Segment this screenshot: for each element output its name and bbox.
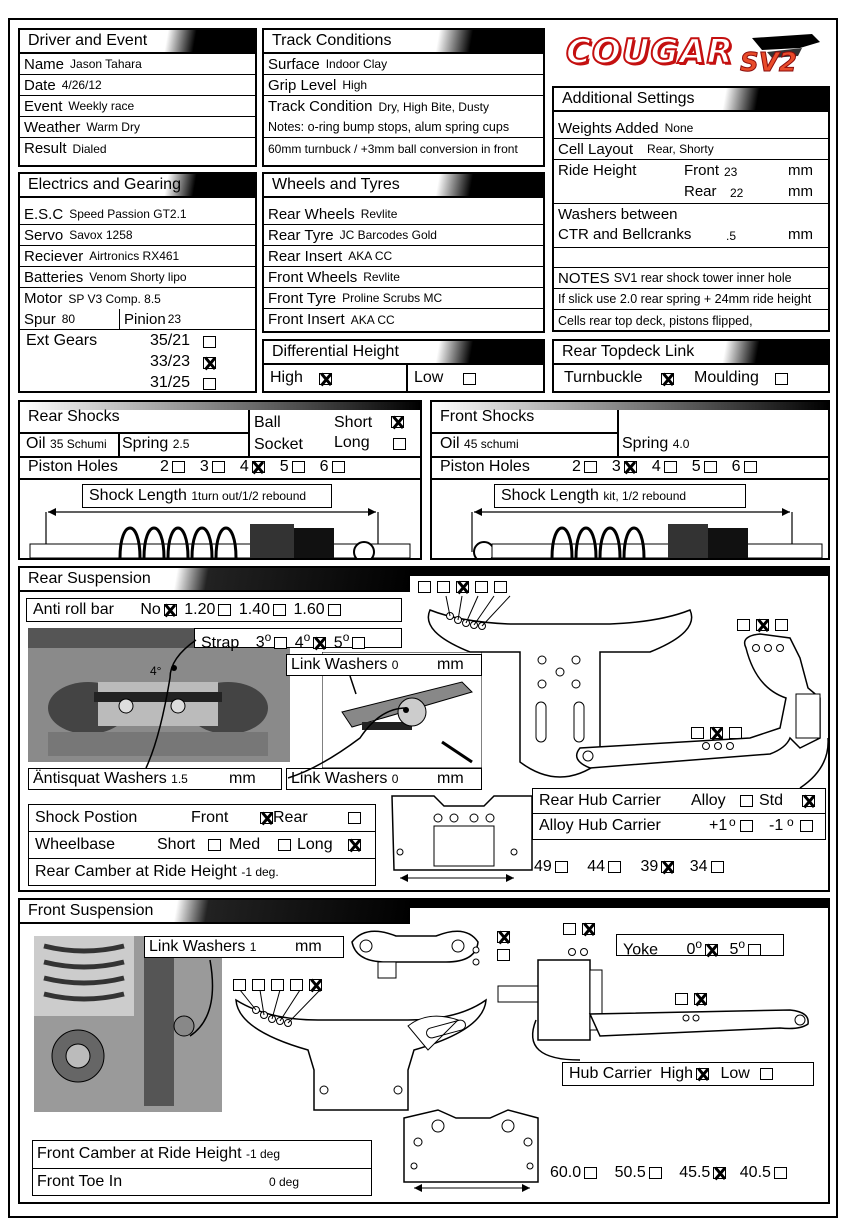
front-tower-hole-1[interactable] [233,979,246,991]
track-conditions-panel [262,28,545,167]
front-hub-low-checkbox[interactable] [760,1068,773,1080]
track-label: Grip Level [268,76,337,94]
rear-tower-hole-2[interactable] [437,581,450,593]
rear-piston-holes [160,458,348,476]
driver-event-title: Driver and Event [20,30,255,54]
gear-31-25-checkbox[interactable] [203,378,216,390]
rear-width-options: 49 44 39 34 [534,858,727,876]
wheels-tyres-panel [262,172,545,333]
electrics-row-0[interactable] [20,204,255,225]
front-hole-3-checkbox[interactable] [624,461,637,473]
wheels-row-1[interactable] [264,225,543,246]
rear-hole-5-checkbox[interactable] [292,461,305,473]
driver-row-0[interactable] [20,54,255,75]
front-arm-diagram [346,918,486,984]
wheels-value: Revlite [363,270,400,284]
rear-topdeck-title: Rear Topdeck Link [554,341,828,365]
weights-row[interactable]: Weights Added None [554,118,828,139]
rear-spring-field[interactable]: Spring 2.5 [122,435,190,452]
anti-roll-bar-row: Anti roll bar No 1.20 1.40 1.60 [26,598,402,622]
electrics-label: Motor [24,290,63,307]
electrics-gearing-panel [18,172,257,393]
electrics-value: Airtronics RX461 [89,249,180,263]
front-hole-5-checkbox[interactable] [704,461,717,473]
rear-tower-hole-5[interactable] [494,581,507,593]
logo-brand: COUGAR [566,32,734,72]
front-hole-6-checkbox[interactable] [744,461,757,473]
rear-hole-4-checkbox[interactable] [252,461,265,473]
front-hole-4-checkbox[interactable] [664,461,677,473]
wheels-label: Front Tyre [268,289,337,307]
spur-pinion-row [20,309,255,330]
alloy-hub-minus1-checkbox[interactable] [800,820,813,832]
rear-hole-label: 3 [199,458,209,475]
driver-value: Warm Dry [86,120,140,134]
rear-shock-length-field[interactable]: Shock Length 1turn out/1/2 rebound [82,484,332,508]
width-60-checkbox[interactable] [584,1167,597,1179]
rear-hub-carrier-box: Rear Hub Carrier Alloy Std Alloy Hub Carrier +1 o -1 o [532,788,826,840]
front-link-leader [180,956,220,1056]
rear-hole-6-checkbox[interactable] [332,461,345,473]
electrics-label: Batteries [24,268,84,286]
rear-shock-diagram [20,498,420,558]
wheels-label: Front Wheels [268,268,358,286]
rear-link-washers-bottom[interactable]: Link Washers 0 mm [286,768,482,790]
driver-value: 4/26/12 [61,78,102,92]
wheels-value: JC Barcodes Gold [339,228,437,242]
front-hub-high-checkbox[interactable] [696,1068,709,1080]
wheels-label: Front Insert [268,311,345,328]
rear-tower-hole-3[interactable] [456,581,469,593]
front-plate-diagram [398,1102,548,1202]
front-piston-holes [572,458,760,476]
shock-pos-rear-checkbox[interactable] [348,812,361,824]
electrics-row-1[interactable] [20,225,255,246]
rear-oil-field[interactable]: Oil 35 Schumi [26,435,107,452]
blank-row [554,248,828,268]
wheels-row-5[interactable] [264,309,543,330]
driver-row-3[interactable] [20,117,255,138]
pinion-field[interactable]: Pinion 23 [124,310,182,328]
rear-hole-label: 2 [160,458,169,475]
wheels-row-2[interactable] [264,246,543,267]
wheels-row-0[interactable] [264,204,543,225]
differential-height-panel: Differential Height High Low [262,339,545,393]
track-conditions-title: Track Conditions [264,30,543,54]
wheels-row-4[interactable] [264,288,543,309]
hub-std-checkbox[interactable] [802,795,815,807]
yoke-0-checkbox[interactable] [705,944,718,956]
rear-hole-label: 4 [239,458,249,475]
rear-hole-3-checkbox[interactable] [212,461,225,473]
ext-gears: Ext Gears 35/21 33/23 31/25 [20,330,255,390]
rear-hole-2-checkbox[interactable] [172,461,185,473]
rear-shocks-title: Rear Shocks [28,408,120,425]
wheels-value: Revlite [360,207,398,221]
electrics-label: Servo [24,226,64,244]
front-shocks-panel: Front Shocks Oil 45 schumi Spring 4.0 Piston Holes 2 3 4 5 6 Shock Length kit, 1/2 rebound [430,400,830,560]
rear-hub-carrier-diagram [550,628,830,788]
electrics-value: Speed Passion GT2.1 [69,207,187,221]
front-suspension-title: Front Suspension [20,900,410,924]
additional-settings-panel [552,86,830,332]
wheels-value: Proline Scrubs MC [342,291,443,305]
rear-ball-long-checkbox[interactable] [393,438,406,450]
electrics-value: Venom Shorty lipo [89,270,187,284]
front-shocks-title: Front Shocks [440,408,535,425]
electrics-value: SP V3 Comp. 8.5 [68,291,161,306]
wheels-value: AKA CC [350,312,395,327]
shock-pos-front-checkbox[interactable] [260,812,273,824]
electrics-row-2[interactable] [20,246,255,267]
additional-settings-title: Additional Settings [554,88,828,112]
front-tower-hole-3[interactable] [271,979,284,991]
front-hole-2-checkbox[interactable] [584,461,597,473]
driver-value: Dialed [72,141,107,156]
track-value: Dry, High Bite, Dusty [378,99,489,114]
width-49-checkbox[interactable] [555,861,568,873]
front-shock-length-field[interactable]: Shock Length kit, 1/2 rebound [494,484,746,508]
driver-row-2[interactable] [20,96,255,117]
electrics-row-4[interactable] [20,288,255,309]
wheels-label: Rear Wheels [268,205,355,223]
arb-140-checkbox[interactable] [273,604,286,616]
wheelbase-med-checkbox[interactable] [278,839,291,851]
electrics-label: E.S.C [24,205,64,223]
driver-label: Name [24,55,65,73]
rear-hole-label: 5 [279,458,289,475]
front-hole-label: 2 [572,458,581,475]
topdeck-moulding-checkbox[interactable] [775,373,788,385]
gear-33-23-checkbox[interactable] [203,357,216,369]
driver-label: Date [24,76,56,94]
electrics-value: Savox 1258 [69,228,133,242]
driver-label: Event [24,97,63,115]
rear-hole-label: 6 [319,458,329,475]
wheelbase-long-checkbox[interactable] [348,839,361,851]
front-suspension-panel [18,898,830,1204]
front-toe-field[interactable]: Front Toe In 0 deg [37,1173,300,1190]
width-39-checkbox[interactable] [661,861,674,873]
width-34-checkbox[interactable] [711,861,724,873]
strap-3-checkbox[interactable] [274,637,287,649]
wheels-label: Rear Tyre [268,226,334,244]
front-tower-hole-5[interactable] [309,979,322,991]
antisquat-washers-field[interactable]: Äntisquat Washers 1.5 mm [28,768,282,790]
notes-row-1[interactable]: NOTES SV1 rear shock tower inner hole [554,268,828,289]
wheels-value: AKA CC [348,249,393,263]
arb-160-checkbox[interactable] [328,604,341,616]
front-shock-diagram [432,498,832,558]
width-45-5-checkbox[interactable] [713,1167,726,1179]
alloy-hub-plus1-checkbox[interactable] [740,820,753,832]
front-camber-toe-box [32,1140,372,1196]
yoke-5-checkbox[interactable] [748,944,761,956]
track-label: Surface [268,55,320,73]
rear-link-washers-top[interactable]: Link Washers 0 mm [286,654,482,676]
rear-position-box: Shock Postion Front Rear Wheelbase Short Med Long Rear Camber at Ride Height -1 deg. [28,804,376,886]
rear-tower-hole-1[interactable] [418,581,431,593]
rear-topdeck-panel: Rear Topdeck Link Turnbuckle Moulding [552,339,830,393]
driver-label: Weather [24,118,81,136]
driver-value: Weekly race [68,99,135,113]
track-notes-2[interactable]: 60mm turnbuck / +3mm ball conversion in front [268,141,518,156]
rear-shocks-panel: Rear Shocks Ball Socket Short Long Oil 35 Schumi Spring 2.5 Piston Holes 2 3 4 5 6 Shock Length 1turn out/1/2 rebound [18,400,422,560]
track-label: Track Condition [268,98,373,115]
notes-row-3[interactable]: Cells rear top deck, pistons flipped, [558,313,753,328]
driver-value: Jason Tahara [70,57,142,71]
front-camber-field[interactable]: Front Camber at Ride Height -1 deg [33,1141,371,1169]
diff-high-checkbox[interactable] [319,373,332,385]
track-row-0[interactable] [264,54,543,75]
front-tower-hole-4[interactable] [290,979,303,991]
rear-ball-short-checkbox[interactable] [391,416,404,428]
cougar-logo [562,28,824,84]
front-oil-field[interactable]: Oil 45 schumi [440,435,519,452]
ride-height-row[interactable]: Ride Height Front 23 mm Rear 22 mm [554,160,828,204]
wheels-tyres-title: Wheels and Tyres [264,174,543,198]
driver-label: Result [24,140,67,157]
rear-camber-field[interactable]: Rear Camber at Ride Height -1 deg. [35,863,279,880]
front-hole-label: 3 [611,458,621,475]
diff-low-checkbox[interactable] [463,373,476,385]
track-notes-1[interactable]: Notes: o-ring bump stops, alum spring cups [264,117,543,138]
driver-event-panel [18,28,257,167]
notes-row-2[interactable]: If slick use 2.0 rear spring + 24mm ride height [554,289,828,310]
electrics-label: Reciever [24,247,84,265]
gear-35-21-checkbox[interactable] [203,336,216,348]
arb-no-checkbox[interactable] [164,604,177,616]
width-40-5-checkbox[interactable] [774,1167,787,1179]
track-value: Indoor Clay [325,57,388,71]
strap-5-checkbox[interactable] [352,637,365,649]
strap-row: Strap 3$^o$ 4$^o$ 5$^o$ [194,628,402,648]
width-50-5-checkbox[interactable] [649,1167,662,1179]
logo-model: SV2 [740,48,797,78]
front-tower-hole-2[interactable] [252,979,265,991]
spur-field[interactable]: Spur 80 [20,309,120,329]
track-row-1[interactable] [264,75,543,96]
yoke-row: Yoke 0$^o$ 5$^o$ [616,934,784,956]
width-44-checkbox[interactable] [608,861,621,873]
front-spring-field[interactable]: Spring 4.0 [622,435,690,452]
front-link-washers-field[interactable]: Link Washers 1 mm [144,936,344,958]
front-hole-label: 5 [691,458,701,475]
topdeck-turnbuckle-checkbox[interactable] [661,373,674,385]
electrics-row-3[interactable] [20,267,255,288]
track-row-2[interactable] [264,96,543,117]
wheels-row-3[interactable] [264,267,543,288]
electrics-gearing-title: Electrics and Gearing [20,174,255,198]
hub-alloy-checkbox[interactable] [740,795,753,807]
track-value: High [342,78,368,92]
rear-tower-hole-4[interactable] [475,581,488,593]
driver-row-4[interactable] [20,138,255,159]
front-hub-carrier-row: Hub Carrier High Low [562,1062,814,1086]
washers-row[interactable]: Washers between CTR and Bellcranks .5 mm [554,204,828,248]
rear-suspension-panel: Rear Suspension Anti roll bar No 1.20 1.40 1.60 4° Strap 3$^o$ 4$^o$ 5$^o$ Link Washers 0 mm Link Washers 0 mm Äntisquat Washers 1.5 mm Rear Hub Carrier Alloy Std Alloy Hub Carrier +1 o -1 o Shock Postion Front Rear Wheelbase Short Med Long Rear Camber at Ride Height -1 deg. 49 44 39 34 [18,566,830,892]
front-hole-label: 4 [651,458,661,475]
rear-plate-diagram [384,790,544,890]
wheels-label: Rear Insert [268,247,343,265]
front-hole-label: 6 [731,458,741,475]
front-width-options: 60.0 50.5 45.5 40.5 [550,1164,790,1182]
rear-suspension-title: Rear Suspension [20,568,410,592]
differential-height-title: Differential Height [264,341,543,365]
wheelbase-short-checkbox[interactable] [208,839,221,851]
cell-layout-row[interactable]: Cell Layout Rear, Shorty [554,139,828,160]
arb-120-checkbox[interactable] [218,604,231,616]
strap-4-checkbox[interactable] [313,637,326,649]
driver-row-1[interactable] [20,75,255,96]
